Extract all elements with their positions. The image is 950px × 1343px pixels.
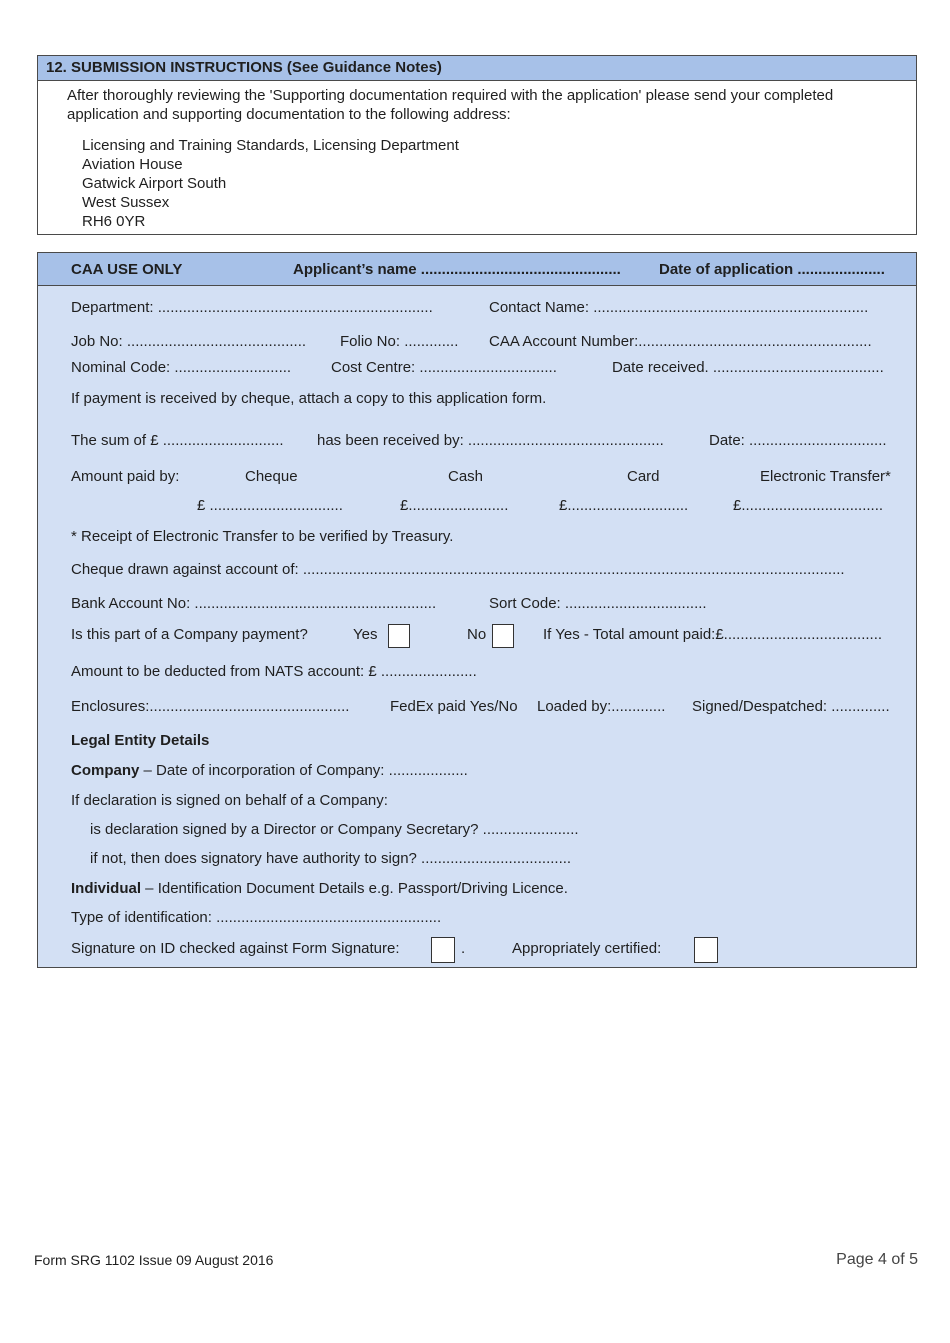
individual-line	[71, 880, 568, 897]
loaded-by-field[interactable]: Loaded by:.............	[537, 698, 666, 715]
individual-text: – Identification Document Details e.g. Passport/Driving Licence.	[141, 880, 568, 897]
job-no-field[interactable]: Job No: ...........................................	[71, 333, 307, 350]
signed-despatched-field[interactable]: Signed/Despatched: ..............	[692, 698, 890, 715]
fedex-paid-field[interactable]: FedEx paid Yes/No	[390, 698, 518, 715]
company-incorporation-field[interactable]	[71, 762, 468, 779]
date-of-application-field[interactable]: Date of application .....................	[659, 261, 885, 278]
authority-question-field[interactable]: if not, then does signatory have authority to sign? ....................................	[90, 850, 572, 867]
company-label: Company	[71, 762, 140, 779]
director-question-field[interactable]: is declaration signed by a Director or Company Secretary? .......................	[90, 821, 579, 838]
address-line: RH6 0YR	[82, 213, 146, 230]
section-title: 12. SUBMISSION INSTRUCTIONS (See Guidance Notes)	[46, 59, 442, 76]
signature-check-label: Signature on ID checked against Form Signature:	[71, 940, 400, 957]
signature-checked-checkbox[interactable]	[431, 937, 455, 963]
caa-account-number-field[interactable]: CAA Account Number:........................................................	[489, 333, 872, 350]
section-header	[38, 56, 916, 81]
method-cheque: Cheque	[245, 468, 298, 485]
electronic-transfer-amount-field[interactable]: £..................................	[733, 497, 884, 514]
page-number: Page 4 of 5	[836, 1251, 918, 1268]
department-field[interactable]: Department: ..................................................................	[71, 299, 433, 316]
address-line: West Sussex	[82, 194, 170, 211]
cheque-amount-field[interactable]: £ ................................	[197, 497, 343, 514]
cheque-drawn-field[interactable]: Cheque drawn against account of: ..................................................................................................................................	[71, 561, 845, 578]
total-amount-paid-field[interactable]: If Yes - Total amount paid:£......................................	[543, 626, 883, 643]
company-payment-no-checkbox[interactable]	[492, 624, 514, 648]
company-payment-question: Is this part of a Company payment?	[71, 626, 308, 643]
method-card: Card	[627, 468, 660, 485]
signature-dot: .	[461, 940, 466, 957]
legal-entity-heading: Legal Entity Details	[71, 732, 210, 749]
declaration-line: If declaration is signed on behalf of a Company:	[71, 792, 388, 809]
form-reference: Form SRG 1102 Issue 09 August 2016	[34, 1252, 274, 1268]
yes-label: Yes	[353, 626, 378, 643]
sort-code-field[interactable]: Sort Code: ..................................	[489, 595, 707, 612]
amount-paid-by-label: Amount paid by:	[71, 468, 180, 485]
company-payment-yes-checkbox[interactable]	[388, 624, 410, 648]
no-label: No	[467, 626, 487, 643]
identification-type-field[interactable]: Type of identification: ......................................................	[71, 909, 442, 926]
individual-label: Individual	[71, 880, 142, 897]
intro-text-line1: After thoroughly reviewing the 'Supporting documentation required with the application' please send your completed	[67, 87, 834, 104]
method-electronic-transfer: Electronic Transfer*	[760, 468, 891, 485]
appropriately-certified-label: Appropriately certified:	[512, 940, 662, 957]
folio-no-field[interactable]: Folio No: .............	[340, 333, 459, 350]
nominal-code-field[interactable]: Nominal Code: ............................	[71, 359, 292, 376]
cost-centre-field[interactable]: Cost Centre: .................................	[331, 359, 557, 376]
caa-title: CAA USE ONLY	[71, 261, 183, 278]
address-line: Licensing and Training Standards, Licensing Department	[82, 137, 459, 154]
appropriately-certified-checkbox[interactable]	[694, 937, 718, 963]
nats-deduction-field[interactable]: Amount to be deducted from NATS account: £ .......................	[71, 663, 477, 680]
intro-text-line2: application and supporting documentation to the following address:	[67, 106, 511, 123]
date-received-field[interactable]: Date received. .........................................	[612, 359, 884, 376]
card-amount-field[interactable]: £.............................	[559, 497, 689, 514]
contact-name-field[interactable]: Contact Name: ..................................................................	[489, 299, 869, 316]
method-cash: Cash	[448, 468, 484, 485]
applicant-name-field[interactable]: Applicant’s name ................................................	[293, 261, 621, 278]
company-incorporation-text: – Date of incorporation of Company: ...................	[139, 762, 468, 779]
electronic-transfer-note: * Receipt of Electronic Transfer to be verified by Treasury.	[71, 528, 454, 545]
bank-account-field[interactable]: Bank Account No: ..........................................................	[71, 595, 437, 612]
enclosures-field[interactable]: Enclosures:................................................	[71, 698, 350, 715]
address-line: Aviation House	[82, 156, 183, 173]
cheque-note: If payment is received by cheque, attach a copy to this application form.	[71, 390, 547, 407]
sum-of-field[interactable]: The sum of £ .............................	[71, 432, 284, 449]
address-line: Gatwick Airport South	[82, 175, 227, 192]
date-field[interactable]: Date: .................................	[709, 432, 887, 449]
received-by-field[interactable]: has been received by: ...............................................	[317, 432, 664, 449]
cash-amount-field[interactable]: £........................	[400, 497, 509, 514]
